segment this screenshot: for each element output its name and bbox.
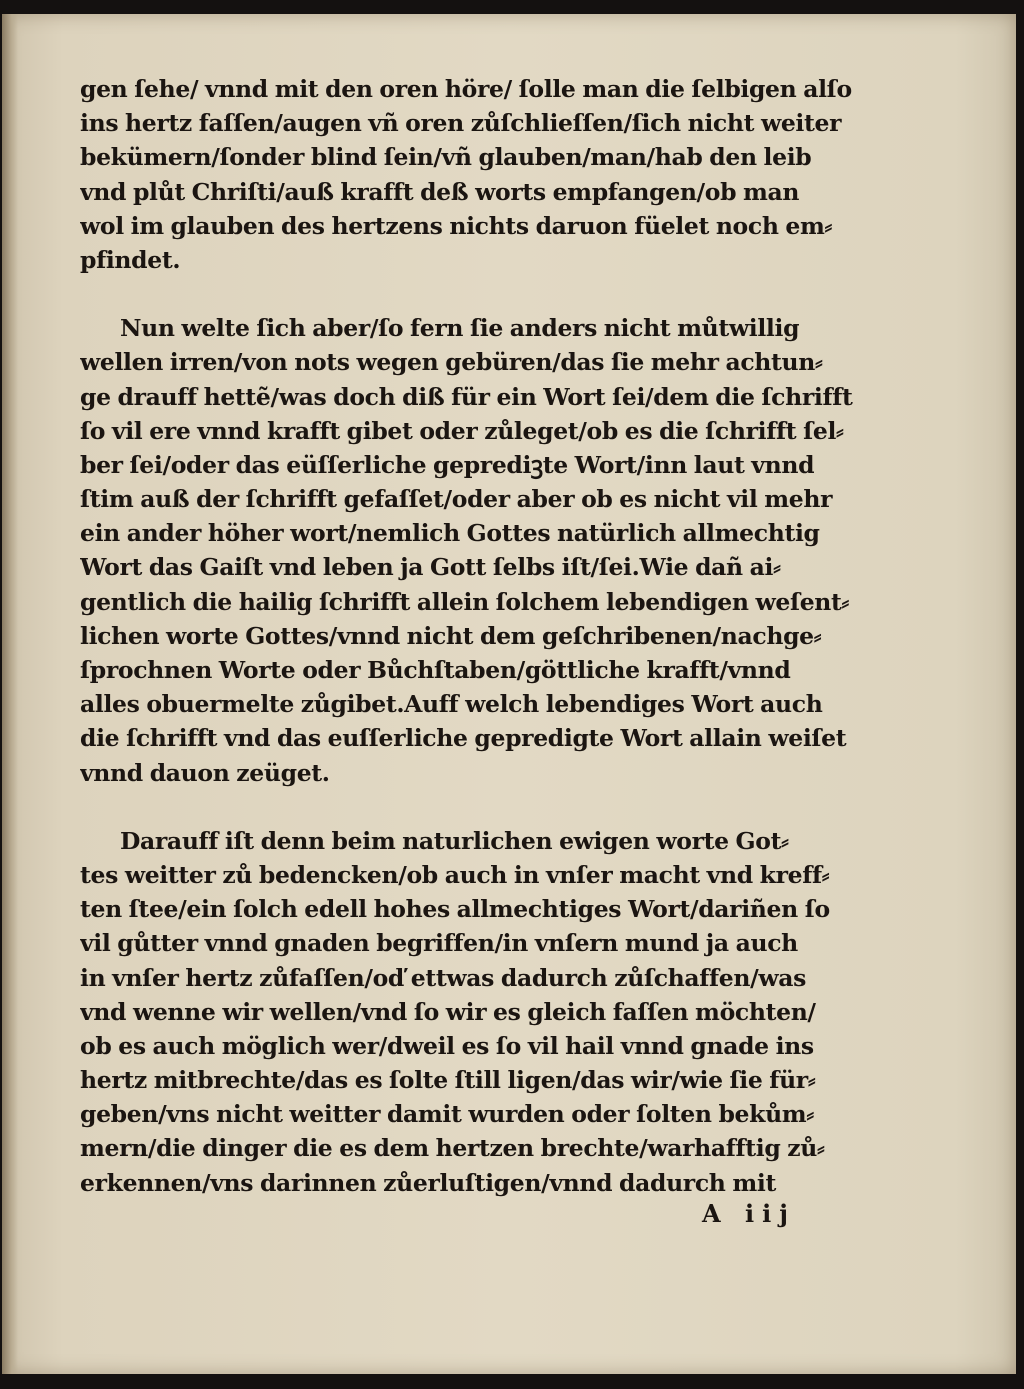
text-line: die ſchrifft vnd das euſſerliche gepredigte Wort allain weiſet <box>80 724 847 753</box>
text-line: in vnſer hertz zůfaſſen/oď ettwas dadurch zůſchaffen/was <box>80 963 806 992</box>
text-line: vnd wenne wir wellen/vnd ſo wir es gleich faſſen möchten/ <box>80 997 816 1026</box>
text-line: Darauff iſt denn beim naturlichen ewigen worte Got⸗ <box>120 826 789 855</box>
text-line: ins hertz faſſen/augen vñ oren zůſchlieſſen/ſich nicht weiter <box>80 109 842 138</box>
text-line: bekümern/ſonder blind ſein/vñ glauben/man/hab den leib <box>80 143 812 172</box>
paragraph-1 <box>80 72 880 277</box>
paragraph-gap <box>80 790 880 824</box>
paragraph-2 <box>80 311 880 790</box>
text-line: Nun welte ſich aber/ſo fern ſie anders nicht můtwillig <box>120 314 800 343</box>
text-line: vnnd dauon zeüget. <box>80 758 330 787</box>
text-line: pfindet. <box>80 245 181 274</box>
binding-gutter <box>2 14 18 1374</box>
text-line: lichen worte Gottes/vnnd nicht dem geſchribenen/nachge⸗ <box>80 621 822 650</box>
text-line: ten ſtee/ein ſolch edell hohes allmechtiges Wort/dariñen ſo <box>80 895 830 924</box>
text-line: wellen irren/von nots wegen gebüren/das ſie mehr achtun⸗ <box>80 348 823 377</box>
text-line: mern/die dinger die es dem hertzen brechte/warhafftig zů⸗ <box>80 1134 825 1163</box>
signature-mark: A iij <box>702 1199 796 1228</box>
text-line: ein ander höher wort/nemlich Gottes natürlich allmechtig <box>80 519 820 548</box>
paragraph-3 <box>80 824 880 1200</box>
text-line: vnd plůt Chriſti/auß krafft deß worts empfangen/ob man <box>80 177 800 206</box>
paragraph-gap <box>80 277 880 311</box>
text-line: erkennen/vns darinnen zůerluſtigen/vnnd dadurch mit <box>80 1168 776 1197</box>
text-line: alles obuermelte zůgibet.Auff welch lebendiges Wort auch <box>80 690 823 719</box>
text-line: Wort das Gaiſt vnd leben ja Gott ſelbs iſt/ſei.Wie dañ ai⸗ <box>80 553 781 582</box>
text-line: geben/vns nicht weitter damit wurden oder ſolten bekům⸗ <box>80 1100 814 1129</box>
text-line: gentlich die hailig ſchrifft allein ſolchem lebendigen weſent⸗ <box>80 587 850 616</box>
text-line: ſtim auß der ſchrifft gefaſſet/oder aber ob es nicht vil mehr <box>80 485 833 514</box>
paper-page <box>2 14 1016 1374</box>
text-block <box>80 72 880 1200</box>
text-line: ſprochnen Worte oder Bůchſtaben/göttliche krafft/vnnd <box>80 656 791 684</box>
text-line: wol im glauben des hertzens nichts daruon füelet noch em⸗ <box>80 211 833 240</box>
text-line: ber ſei/oder das eüſſerliche geprediꝫte Wort/inn laut vnnd <box>80 450 815 479</box>
text-line: ſo vil ere vnnd krafft gibet oder zůleget/ob es die ſchrifft ſel⸗ <box>80 416 844 445</box>
text-line: vil gůtter vnnd gnaden begriffen/in vnſern mund ja auch <box>80 929 798 958</box>
text-line: ob es auch möglich wer/dweil es ſo vil hail vnnd gnade ins <box>80 1031 814 1060</box>
text-line: tes weitter zů bedencken/ob auch in vnſer macht vnd kreff⸗ <box>80 860 830 889</box>
text-line: gen ſehe/ vnnd mit den oren höre/ ſolle man die ſelbigen alſo <box>80 75 852 103</box>
text-line: hertz mitbrechte/das es ſolte ſtill ligen/das wir/wie ſie für⸗ <box>80 1066 816 1095</box>
text-line: ge drauff hettẽ/was doch diß für ein Wort ſei/dem die ſchrifft <box>80 382 853 411</box>
